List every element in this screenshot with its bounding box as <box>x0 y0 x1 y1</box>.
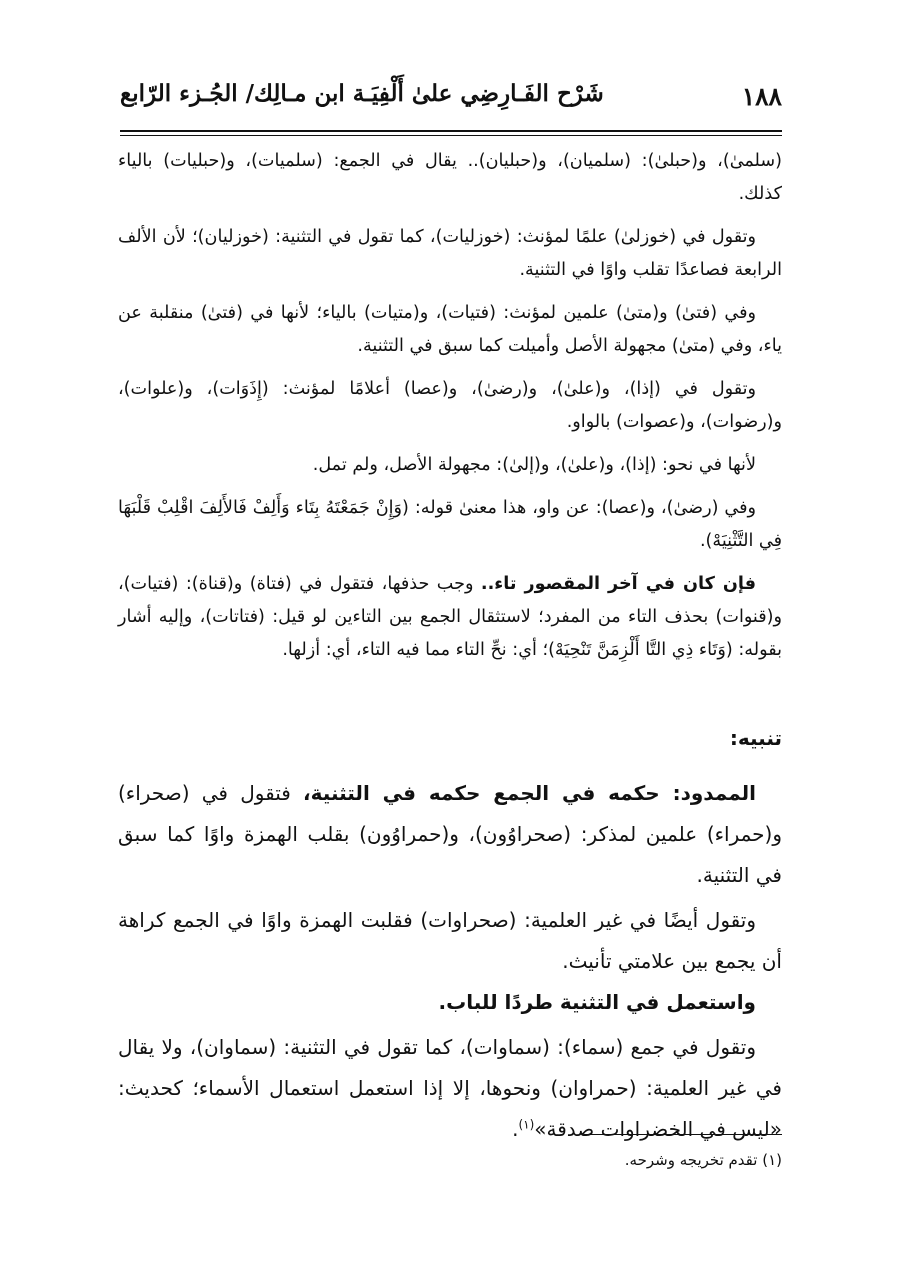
paragraph-text: فتقول في (صحراء) و(حمراء) علمين لمذكر: (صحراوُون)، و(حمراوُون) بقلب الهمزة واوًا كما سبق في التثنية. <box>118 781 782 887</box>
paragraph-lead: فإن كان في آخر المقصور تاء.. <box>480 574 757 594</box>
footnote-ref[interactable]: (١) <box>518 1117 535 1132</box>
notice-heading: تنبيه: <box>729 726 782 750</box>
paragraph: وفي (رضىٰ)، و(عصا): عن واو، هذا معنىٰ قوله: (وَإِنْ جَمَعْتَهُ بِتَاء وَأَلِفْ فَالأَلِفَ اقْلِبْ قَلْبَهَا فِي التَّثْنِيَهْ). <box>118 498 782 551</box>
paragraph <box>118 773 782 896</box>
paragraph: وفي (فتىٰ) و(متىٰ) علمين لمؤنث: (فتيات)، و(متيات) بالياء؛ لأنها في (فتىٰ) منقلبة عن ياء، وفي (متىٰ) مجهولة الأصل وأميلت كما سبق في التثنية. <box>118 303 782 356</box>
notice-section <box>118 718 782 1150</box>
paragraph-text: وجب حذفها، فتقول في (فتاة) و(قناة): (فتيات)، و(قنوات) بحذف التاء من المفرد؛ لاستثقال الجمع بين التاءين لو قيل: (فتاتات)، وإليه أشار بقوله: (وَتَاء ذِي التَّا أَلْزِمَنَّ تَنْحِيَهْ)؛ أي: نحِّ التاء مما فيه التاء، أي: أزلها. <box>118 574 782 660</box>
paragraph-lead: الممدود: حكمه في الجمع حكمه في التثنية، <box>303 781 756 805</box>
footnote-rule <box>584 1134 782 1135</box>
paragraph: وتقول في (خوزلىٰ) علمًا لمؤنث: (خوزليات)، كما تقول في التثنية: (خوزليان)؛ لأن الألف الرابعة فصاعدًا تقلب واوًا في التثنية. <box>118 227 782 280</box>
paragraph: (سلمىٰ)، و(حبلىٰ): (سلميان)، و(حبليان).. يقال في الجمع: (سلميات)، و(حبليات) بالياء كذلك. <box>118 151 782 204</box>
paragraph: وتقول في (إذا)، و(علىٰ)، و(رضىٰ)، و(عصا) أعلامًا لمؤنث: (إِذَوَات)، و(علوات)، و(رضوات)، و(عصوات) بالواو. <box>118 379 782 432</box>
paragraph-text: وتقول في جمع (سماء): (سماوات)، كما تقول في التثنية: (سماوان)، ولا يقال في غير العلمية: (حمراوان) ونحوها، إلا إذا استعمل استعمال الأسماء؛ كحديث: «ليس في الخضراوات صدقة» <box>118 1035 782 1141</box>
paragraph <box>118 1027 782 1150</box>
footnote: (١) تقدم تخريجه وشرحه. <box>624 1151 782 1169</box>
paragraph: واستعمل في التثنية طردًا للباب. <box>438 990 756 1014</box>
paragraph: لأنها في نحو: (إذا)، و(علىٰ)، و(إلىٰ): مجهولة الأصل، ولم تمل. <box>312 455 756 475</box>
running-title: شَرْح الفَـارِضِي علىٰ أَلْفِيَـة ابن مـالِك/ الجُـزء الرّابع <box>120 80 604 107</box>
header-rule <box>120 130 782 132</box>
header-rule-thin <box>120 135 782 136</box>
page-header <box>120 68 782 126</box>
paragraph <box>118 568 782 667</box>
main-text <box>118 145 782 667</box>
page-number: ١٨٨ <box>741 82 782 111</box>
paragraph: وتقول أيضًا في غير العلمية: (صحراوات) فقلبت الهمزة واوًا في الجمع كراهة أن يجمع بين علامتي تأنيث. <box>118 908 782 973</box>
paragraph-end: . <box>512 1117 519 1141</box>
